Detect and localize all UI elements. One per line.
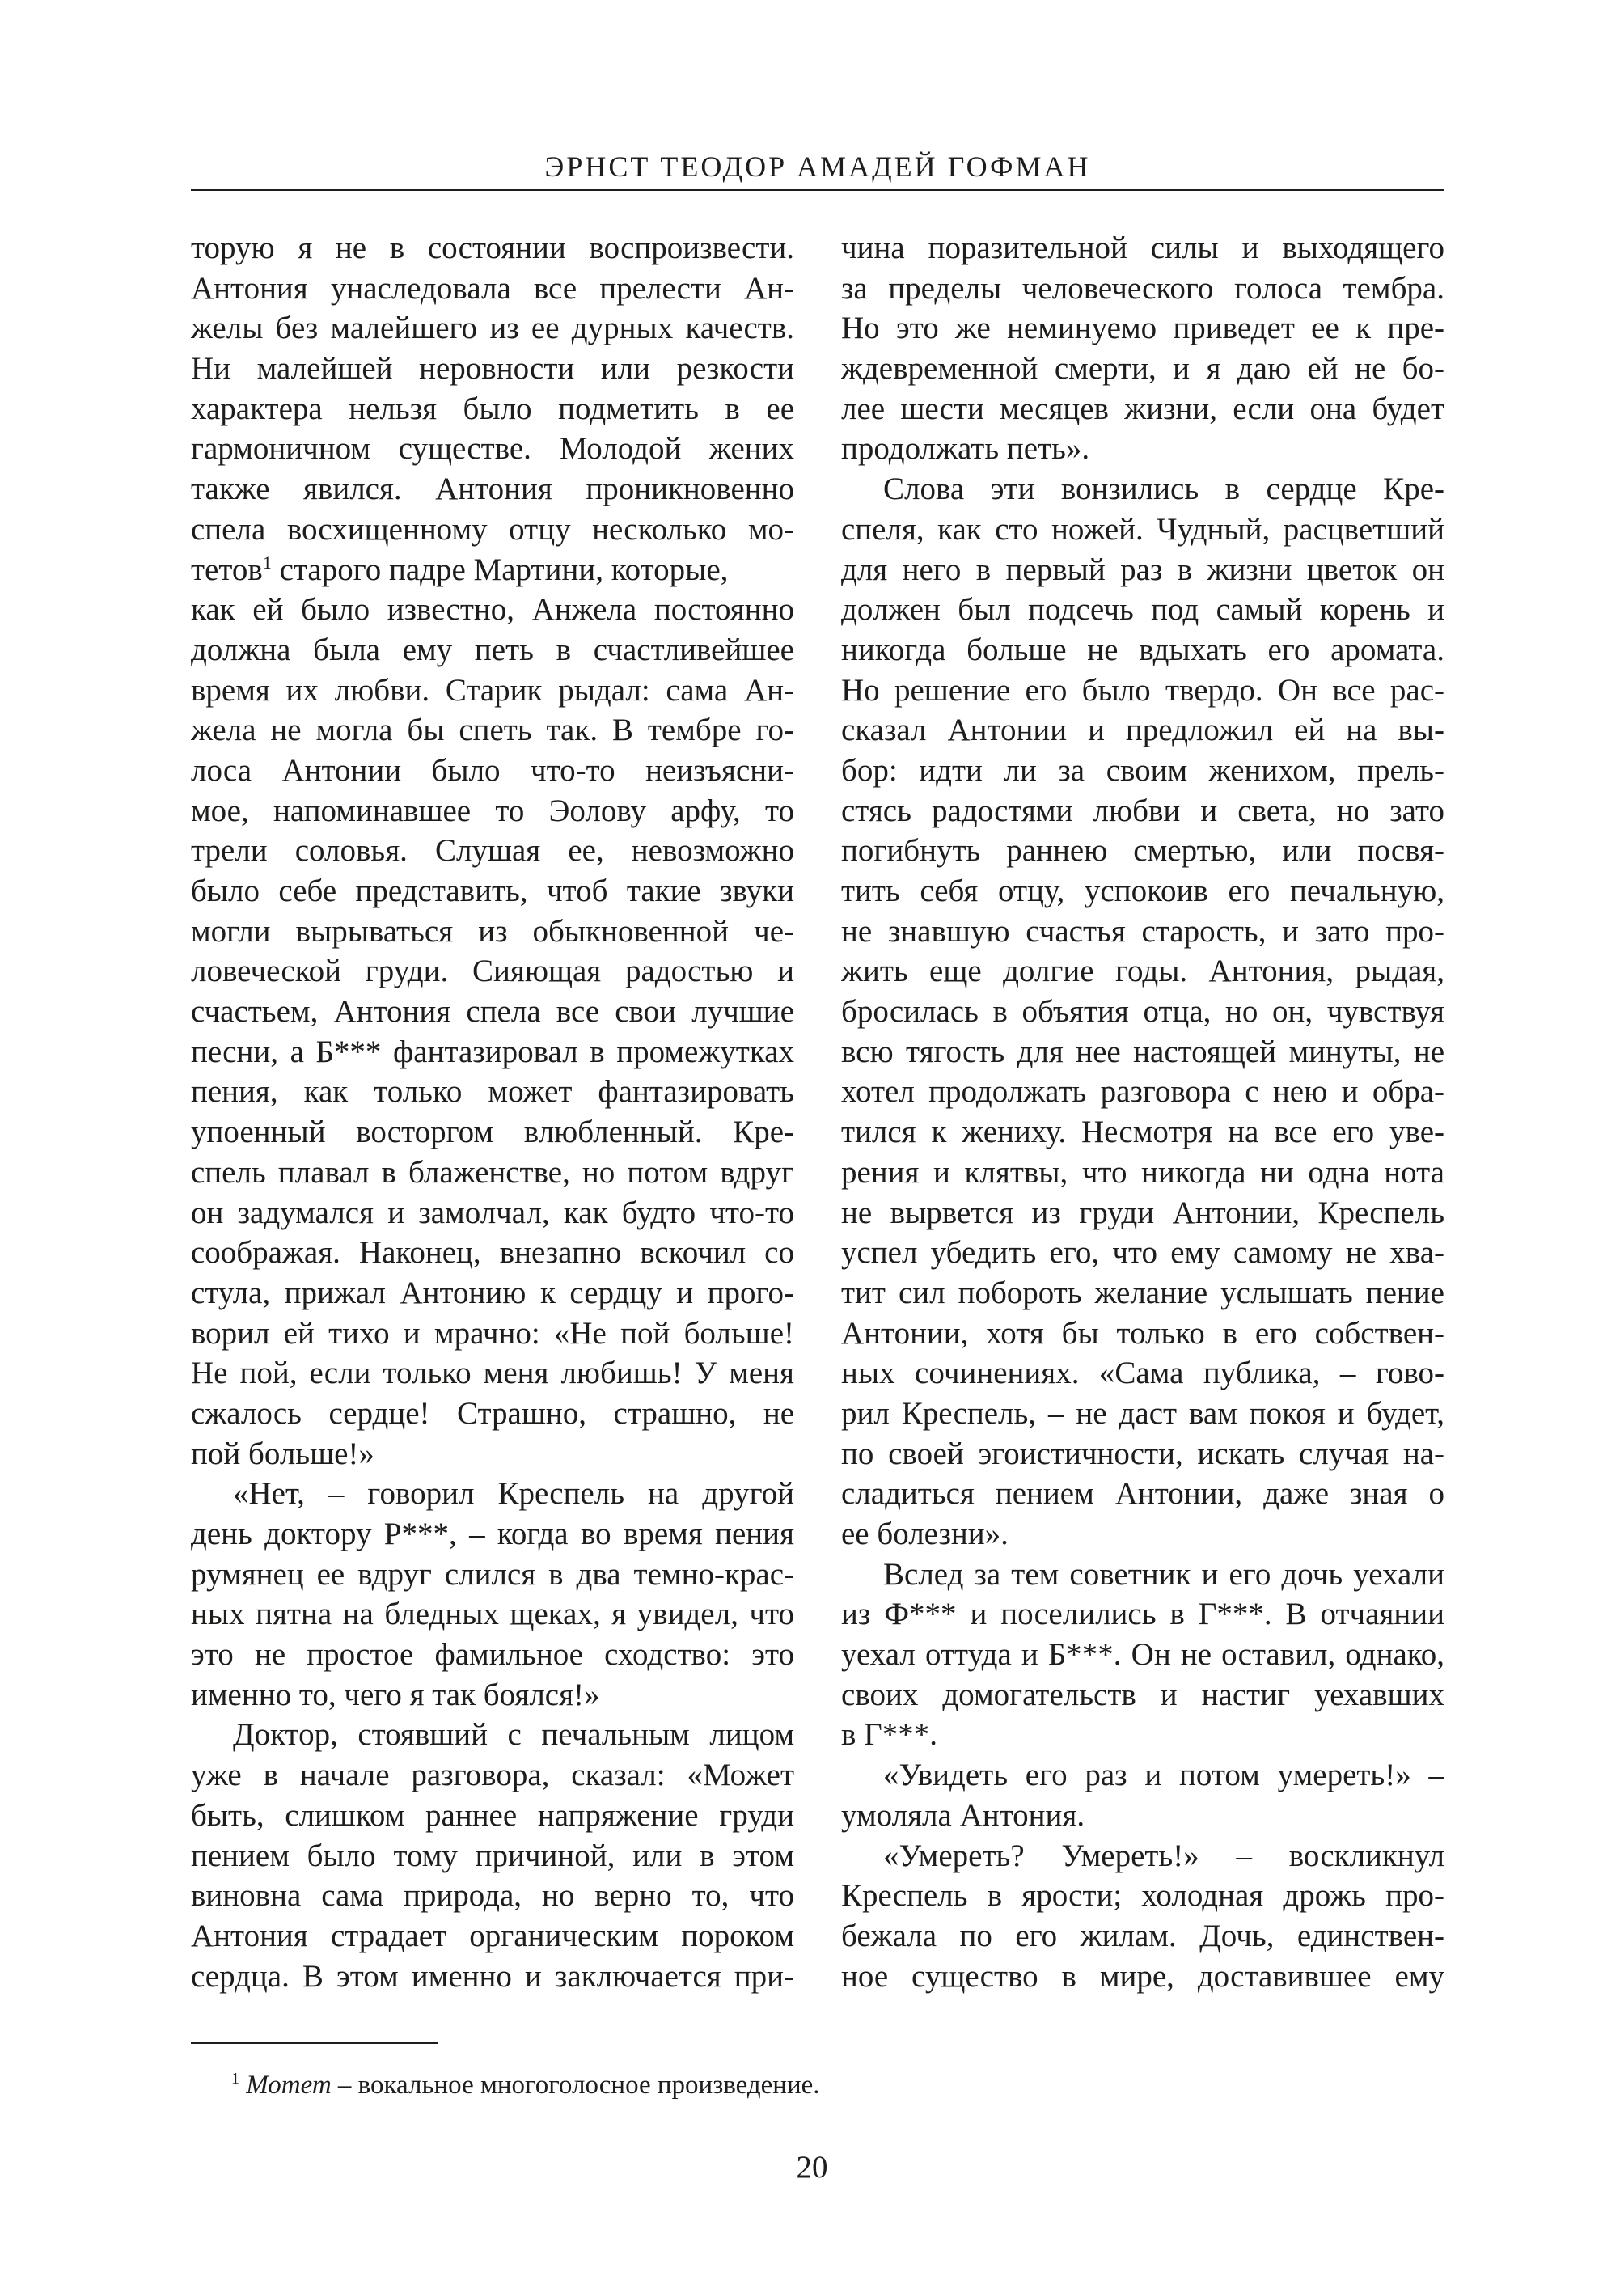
text-line: Антонии, хотя бы только в его собствен-	[841, 1315, 1444, 1351]
text-line: рил Креспель, – не даст вам покоя и будет,	[841, 1395, 1444, 1431]
paragraph-start-line: «Нет, – говорил Креспель на другой	[233, 1476, 794, 1512]
page-number: 20	[796, 2150, 828, 2185]
header-rule	[191, 189, 1444, 191]
text-line: тить себя отцу, успокоив его печальную,	[841, 874, 1444, 908]
text-line: Креспель в ярости; холодная дрожь про-	[841, 1878, 1444, 1914]
text-line: уже в начале разговора, сказал: «Может	[191, 1758, 794, 1793]
text-line: мое, напоминавшее то Эолову арфу, то	[191, 793, 794, 828]
text-line: стясь радостями любви и света, но зато	[841, 793, 1444, 828]
text-line: бежала по его жилам. Дочь, единствен-	[841, 1918, 1444, 1953]
text-line: чина поразительной силы и выходящего	[841, 231, 1444, 265]
text-line: соображая. Наконец, внезапно вскочил со	[191, 1235, 794, 1271]
running-head: ЭРНСТ ТЕОДОР АМАДЕЙ ГОФМАН	[544, 150, 1091, 183]
text-line: сердца. В этом именно и заключается при-	[191, 1958, 794, 1994]
footnote-term: Мотет	[246, 2071, 332, 2100]
text-line: Не пой, если только меня любишь! У меня	[191, 1356, 794, 1391]
text-line: гармоничном существе. Молодой жених	[191, 431, 794, 467]
text-line: упоенный восторгом влюбленный. Кре-	[191, 1115, 794, 1150]
text-line: бор: идти ли за своим женихом, прель-	[841, 752, 1444, 788]
text-line: ловеческой груди. Сияющая радостью и	[191, 954, 794, 989]
text-line: Но это же неминуемо приведет ее к пре-	[841, 311, 1444, 346]
paragraph-start-line: «Умереть? Умереть!» – воскликнул	[883, 1838, 1444, 1873]
text-line: для него в первый раз в жизни цветок он	[841, 552, 1444, 587]
text-line: погибнуть раннею смертью, или посвя-	[841, 833, 1444, 869]
text-line: успел убедить его, что ему самому не хва-	[841, 1235, 1444, 1271]
text-line: ее болезни».	[841, 1517, 1009, 1551]
text-line: всю тягость для нее настоящей минуты, не	[841, 1034, 1444, 1069]
text-line: сказал Антонии и предложил ей на вы-	[841, 713, 1444, 748]
text-column-right	[841, 228, 1444, 1996]
text-line: характера нельзя было подметить в ее	[191, 391, 794, 426]
text-line: ных пятна на бледных щеках, я увидел, что	[191, 1597, 794, 1632]
text-line: уехал оттуда и Б***. Он не оставил, однако,	[841, 1637, 1444, 1673]
text-line: должен был подсечь под самый корень и	[841, 592, 1444, 628]
text-line: спель плавал в блаженстве, но потом вдруг	[191, 1154, 794, 1190]
text-line: пой больше!»	[191, 1436, 374, 1471]
text-line: продолжать петь».	[841, 431, 1090, 467]
text-line: не вырвется из груди Антонии, Креспель	[841, 1195, 1444, 1230]
text-line: Но решение его было твердо. Он все рас-	[841, 672, 1444, 708]
text-line: он задумался и замолчал, как будто что-то	[191, 1195, 794, 1230]
text-line: день доктору Р***, – когда во время пения	[191, 1517, 794, 1551]
text-line: Антония унаследовала все прелести Ан-	[191, 270, 794, 306]
footnote	[231, 2069, 820, 2101]
text-line: рения и клятвы, что никогда ни одна нота	[841, 1154, 1444, 1190]
text-line: лоса Антонии было что-то неизъясни-	[191, 752, 794, 788]
text-line: хотел продолжать разговора с нею и обра-	[841, 1074, 1444, 1110]
text-line: ное существо в мире, доставившее ему	[841, 1958, 1444, 1994]
text-line: было себе представить, чтоб такие звуки	[191, 874, 794, 908]
text-line: бросилась в объятия отца, но он, чувствуя	[841, 994, 1444, 1030]
text-line: тился к жениху. Несмотря на все его уве-	[841, 1115, 1444, 1150]
text-line: торую я не в состоянии воспроизвести.	[191, 231, 794, 265]
footnote-text: – вокальное многоголосное произведение.	[331, 2071, 820, 2100]
paragraph-start-line: «Увидеть его раз и потом умереть!» –	[883, 1758, 1444, 1793]
text-line: время их любви. Старик рыдал: сама Ан-	[191, 672, 794, 708]
text-line: умоляла Антония.	[841, 1797, 1085, 1833]
text-column-left	[191, 228, 794, 1996]
text-line: счастьем, Антония спела все свои лучшие	[191, 994, 794, 1030]
text-line: желы без малейшего из ее дурных качеств.	[191, 311, 794, 346]
paragraph-start-line: Вслед за тем советник и его дочь уехали	[883, 1556, 1444, 1592]
text-line: виновна сама природа, но верно то, что	[191, 1878, 794, 1914]
paragraph-start-line: Доктор, стоявший с печальным лицом	[233, 1717, 794, 1753]
text-line: могли вырываться из обыкновенной че-	[191, 913, 794, 949]
text-line: Ни малейшей неровности или резкости	[191, 351, 794, 387]
text-line: ворил ей тихо и мрачно: «Не пой больше!	[191, 1315, 794, 1351]
text-line: ных сочинениях. «Сама публика, – гово-	[841, 1356, 1444, 1391]
text-line: по своей эгоистичности, искать случая на-	[841, 1436, 1444, 1471]
text-line: трели соловья. Слушая ее, невозможно	[191, 833, 794, 869]
text-line: как ей было известно, Анжела постоянно	[191, 592, 794, 628]
text-line: жела не могла бы спеть так. В тембре го-	[191, 713, 794, 748]
text-line: стула, прижал Антонию к сердцу и прого-	[191, 1275, 794, 1310]
text-line: именно то, чего я так боялся!»	[191, 1677, 600, 1712]
text-line: из Ф*** и поселились в Г***. В отчаянии	[841, 1597, 1444, 1632]
text-line: не знавшую счастья старость, и зато про-	[841, 913, 1444, 949]
text-fragment: старого падре Мартини, которые,	[271, 552, 729, 587]
text-line: пением было тому причиной, или в этом	[191, 1838, 794, 1873]
text-fragment: тетов	[191, 552, 263, 587]
text-line-with-footnote	[191, 550, 794, 590]
text-line: сладиться пением Антонии, даже зная о	[841, 1476, 1444, 1512]
text-line: это не простое фамильное сходство: это	[191, 1637, 794, 1673]
text-line: лее шести месяцев жизни, если она будет	[841, 391, 1444, 426]
text-line: тит сил побороть желание услышать пение	[841, 1275, 1444, 1310]
text-line: никогда больше не вдыхать его аромата.	[841, 632, 1444, 667]
text-line: жить еще долгие годы. Антония, рыдая,	[841, 954, 1444, 989]
footnote-ref: 1	[262, 552, 272, 573]
text-line: также явился. Антония проникновенно	[191, 472, 794, 507]
text-line: своих домогательств и настиг уехавших	[841, 1677, 1444, 1712]
text-line: должна была ему петь в счастливейшее	[191, 632, 794, 667]
footnote-marker: 1	[231, 2070, 239, 2088]
text-line: песни, а Б*** фантазировал в промежутках	[191, 1034, 794, 1069]
text-line: сжалось сердце! Страшно, страшно, не	[191, 1395, 794, 1431]
text-line: пения, как только может фантазировать	[191, 1074, 794, 1110]
paragraph-start-line: Слова эти вонзились в сердце Кре-	[883, 472, 1444, 507]
text-line: ждевременной смерти, и я даю ей не бо-	[841, 351, 1444, 387]
text-line: спела восхищенному отцу несколько мо-	[191, 511, 794, 547]
text-line: быть, слишком раннее напряжение груди	[191, 1797, 794, 1833]
footnote-rule	[191, 2042, 438, 2044]
text-line: в Г***.	[841, 1717, 937, 1753]
text-line: румянец ее вдруг слился в два темно-крас-	[191, 1556, 794, 1592]
text-line: за пределы человеческого голоса тембра.	[841, 270, 1444, 306]
text-line: спеля, как сто ножей. Чудный, расцветший	[841, 511, 1444, 547]
text-line: Антония страдает органическим пороком	[191, 1918, 794, 1953]
